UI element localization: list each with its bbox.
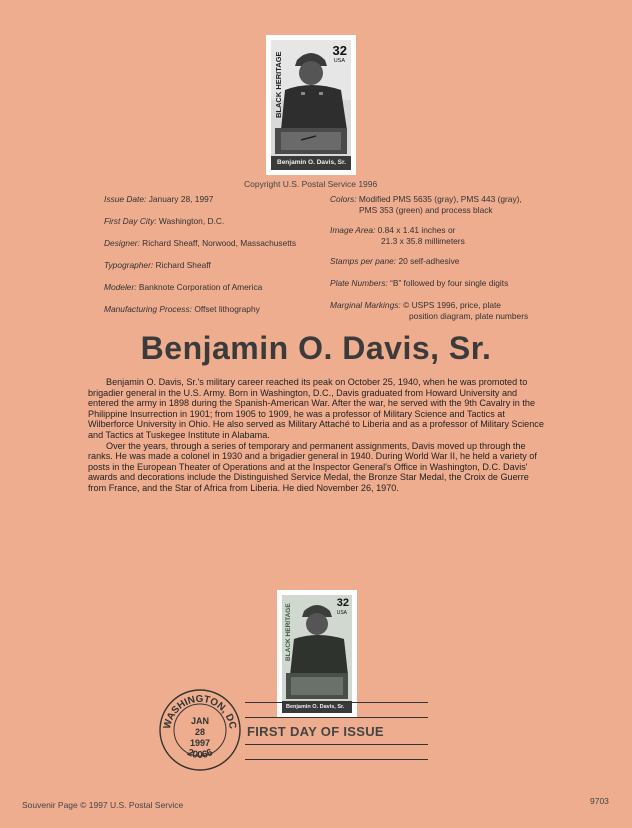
footer-copyright: Souvenir Page © 1997 U.S. Postal Service	[22, 800, 184, 810]
postmark-city: WASHINGTON, DC	[162, 693, 238, 731]
details-right	[330, 194, 550, 324]
details-left	[104, 194, 324, 326]
country-label: USA	[336, 610, 347, 616]
postmark-year: 1997	[189, 738, 211, 748]
detail-row: First Day City: Washington, D.C.	[104, 216, 225, 226]
stamp-name: Benjamin O. Davis, Sr.	[282, 701, 352, 713]
cancel-line	[245, 759, 428, 760]
cancel-line	[245, 702, 428, 703]
country-label: USA	[333, 58, 345, 64]
footer-item-number: 9703	[590, 796, 609, 806]
series-label: BLACK HERITAGE	[274, 51, 283, 118]
detail-row: Image Area: 0.84 x 1.41 inches or 21.3 x 35.8 millimeters	[330, 225, 465, 246]
detail-row: Manufacturing Process: Offset lithography	[104, 304, 260, 314]
biography-text	[88, 377, 548, 494]
cancel-line	[245, 744, 428, 745]
detail-row: Stamps per pane: 20 self-adhesive	[330, 256, 460, 266]
postmark-ring	[158, 688, 242, 772]
copyright-caption: Copyright U.S. Postal Service 1996	[244, 179, 378, 189]
detail-row: Plate Numbers: “B” followed by four single digits	[330, 278, 509, 288]
detail-row: Colors: Modified PMS 5635 (gray), PMS 443 (gray), PMS 353 (green) and process black	[330, 194, 522, 215]
svg-text:20066	[185, 747, 215, 761]
top-stamp	[266, 35, 356, 175]
detail-row: Designer: Richard Sheaff, Norwood, Massachusetts	[104, 238, 297, 248]
biography-paragraph: Over the years, through a series of temporary and permanent assignments, Davis moved up through the ranks. He was made a colonel in 1930 and a brigadier general in 1940. During World War II, he held a variety of posts in the European Theater of Operations and at the Inspector General's Office in Washington, D.C. Davis' awards and decorations include the Distinguished Service Medal, the Bronze Star Medal, the Croix de Guerre from France, and the Star of Africa from Liberia. He died November 26, 1970.	[88, 440, 537, 493]
series-label: BLACK HERITAGE	[285, 603, 292, 661]
denomination: 32	[332, 43, 347, 58]
postmark-day: 28	[194, 727, 206, 737]
biography-paragraph: Benjamin O. Davis, Sr.'s military career reached its peak on October 25, 1940, when he was promoted to brigadier general in the U.S. Army. Born in Washington, D.C., Davis graduated from Howard University and entered the army in 1898 during the Spanish-American War. After the war, he served with the 9th Cavalry in the Philippine Insurrection in 1901; from 1905 to 1909, he was a professor of Military Science and Tactics at Wilberforce University in Ohio. He also served as Military Attaché to Liberia and as a professor of Military Science and Tactics at Tuskegee Institute in Alabama.	[88, 377, 544, 440]
denomination: 32	[336, 597, 349, 609]
stamp-name: Benjamin O. Davis, Sr.	[271, 156, 351, 170]
postmark-zip: 20066	[185, 747, 215, 761]
postmark-month: JAN	[190, 716, 210, 726]
detail-row: Issue Date: January 28, 1997	[104, 194, 214, 204]
detail-row: Typographer: Richard Sheaff	[104, 260, 211, 270]
affixed-stamp	[277, 590, 357, 718]
detail-row: Modeler: Banknote Corporation of America	[104, 282, 263, 292]
cancel-line	[245, 717, 428, 718]
detail-row: Marginal Markings: © USPS 1996, price, plate position diagram, plate numbers	[330, 300, 529, 321]
page-title: Benjamin O. Davis, Sr.	[140, 330, 492, 366]
first-day-of-issue-cancel: FIRST DAY OF ISSUE	[247, 724, 384, 739]
postmark	[158, 688, 242, 772]
